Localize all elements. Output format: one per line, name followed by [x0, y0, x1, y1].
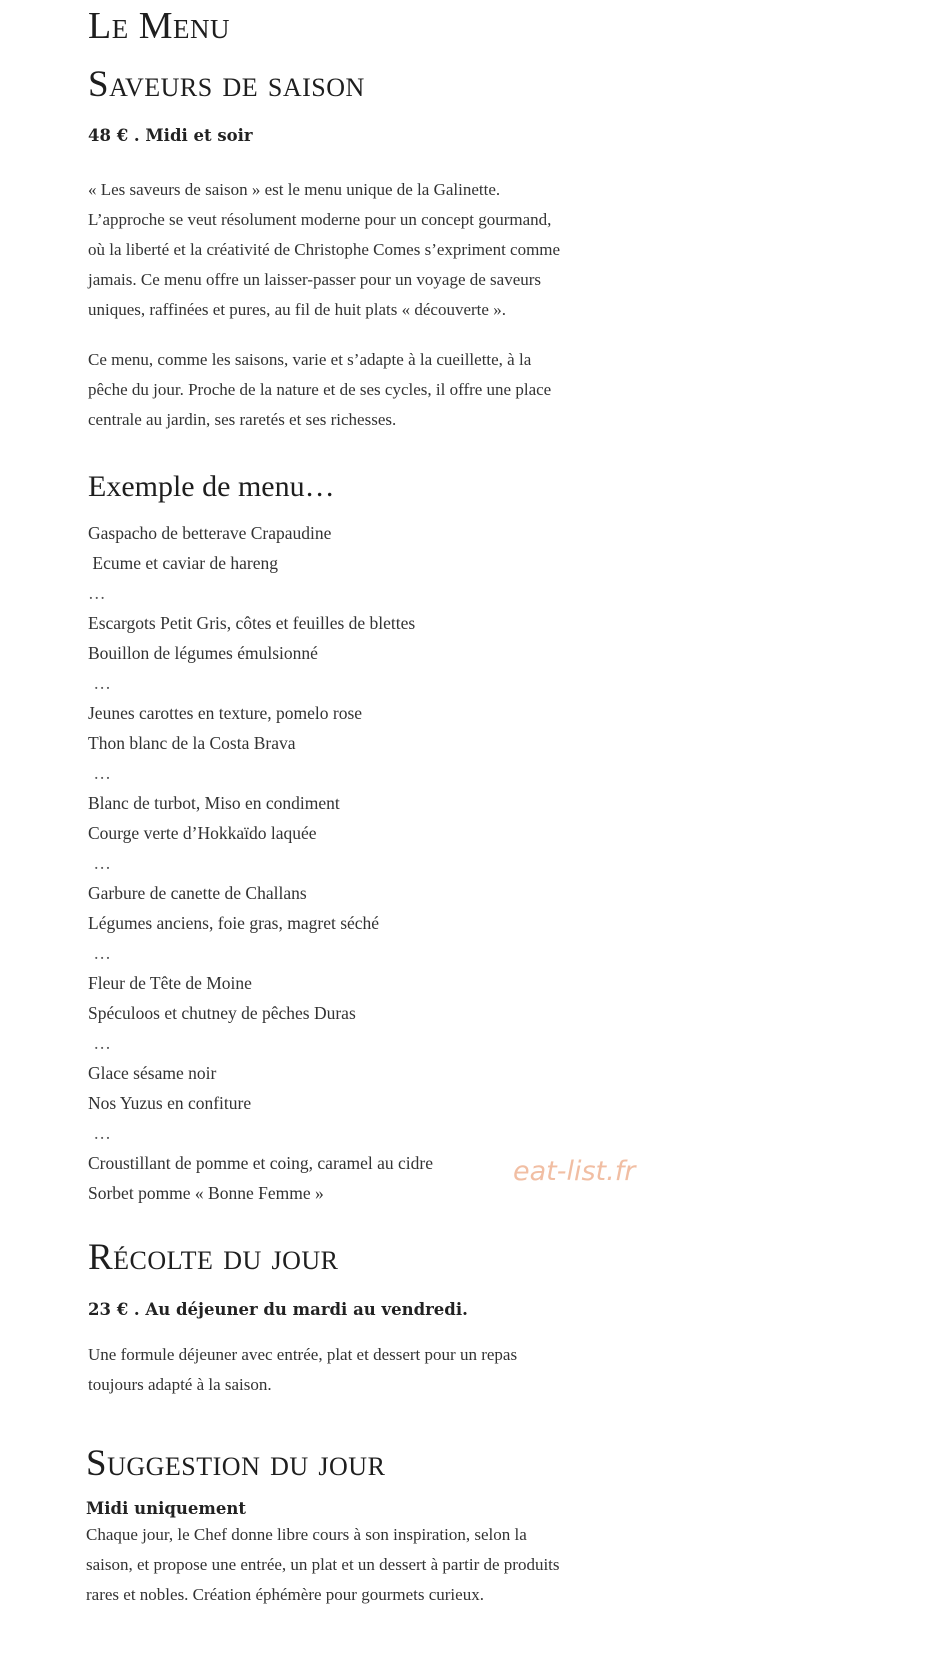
- price-recolte: 23 € . Au déjeuner du mardi au vendredi.: [88, 1300, 468, 1319]
- dish-line: Garbure de canette de Challans: [88, 883, 307, 903]
- recolte-description: [88, 1340, 728, 1400]
- text-line: pêche du jour. Proche de la nature et de ses cycles, il offre une place: [88, 380, 552, 399]
- price-saveurs: 48 € . Midi et soir: [88, 126, 253, 145]
- section-title-recolte: Récolte du jour: [88, 1237, 339, 1278]
- section-title-saveurs: Saveurs de saison: [88, 64, 365, 105]
- dish-line: Légumes anciens, foie gras, magret séché: [88, 913, 380, 933]
- saveurs-description: [88, 175, 728, 325]
- text-line: Une formule déjeuner avec entrée, plat et dessert pour un repas: [88, 1345, 518, 1364]
- text-line: Chaque jour, le Chef donne libre cours à son inspiration, selon la: [86, 1525, 527, 1544]
- dish-line: Sorbet pomme « Bonne Femme »: [88, 1183, 324, 1203]
- dish-separator: …: [88, 1033, 112, 1053]
- text-line: uniques, raffinées et pures, au fil de huit plats « découverte ».: [88, 300, 506, 319]
- dish-line: Courge verte d’Hokkaïdo laquée: [88, 823, 317, 843]
- text-line: toujours adapté à la saison.: [88, 1375, 272, 1394]
- dish-separator: …: [88, 763, 112, 783]
- text-line: saison, et propose une entrée, un plat et un dessert à partir de produits: [86, 1555, 560, 1574]
- dish-separator: …: [88, 853, 112, 873]
- dish-list: [88, 518, 433, 1208]
- text-line: où la liberté et la créativité de Christophe Comes s’expriment comme: [88, 240, 561, 259]
- dish-line: Bouillon de légumes émulsionné: [88, 643, 318, 663]
- dish-line: Nos Yuzus en confiture: [88, 1093, 252, 1113]
- dish-line: Spéculoos et chutney de pêches Duras: [88, 1003, 356, 1023]
- text-line: « Les saveurs de saison » est le menu unique de la Galinette.: [88, 180, 501, 199]
- dish-separator: …: [88, 673, 112, 693]
- text-line: Ce menu, comme les saisons, varie et s’adapte à la cueillette, à la: [88, 350, 532, 369]
- section-title-suggestion: Suggestion du jour: [86, 1443, 386, 1484]
- text-line: jamais. Ce menu offre un laisser-passer pour un voyage de saveurs: [88, 270, 542, 289]
- dish-line: Gaspacho de betterave Crapaudine: [88, 523, 332, 543]
- saveurs-description-2: [88, 345, 728, 435]
- text-line: L’approche se veut résolument moderne pour un concept gourmand,: [88, 210, 552, 229]
- watermark: eat-list.fr: [513, 1156, 636, 1187]
- suggestion-subtitle: Midi uniquement: [86, 1499, 246, 1518]
- suggestion-description: [86, 1520, 726, 1610]
- dish-line: Jeunes carottes en texture, pomelo rose: [88, 703, 363, 723]
- text-line: rares et nobles. Création éphémère pour gourmets curieux.: [86, 1585, 484, 1604]
- page-title: Le Menu: [88, 5, 230, 47]
- dish-line: Ecume et caviar de hareng: [88, 553, 278, 573]
- dish-line: Croustillant de pomme et coing, caramel au cidre: [88, 1153, 434, 1173]
- dish-line: Thon blanc de la Costa Brava: [88, 733, 296, 753]
- text-line: centrale au jardin, ses raretés et ses richesses.: [88, 410, 397, 429]
- dish-line: Escargots Petit Gris, côtes et feuilles de blettes: [88, 613, 416, 633]
- section-title-exemple: Exemple de menu…: [88, 470, 335, 503]
- dish-separator: …: [88, 583, 107, 603]
- dish-line: Fleur de Tête de Moine: [88, 973, 252, 993]
- dish-line: Blanc de turbot, Miso en condiment: [88, 793, 340, 813]
- dish-line: Glace sésame noir: [88, 1063, 217, 1083]
- dish-separator: …: [88, 943, 112, 963]
- dish-separator: …: [88, 1123, 112, 1143]
